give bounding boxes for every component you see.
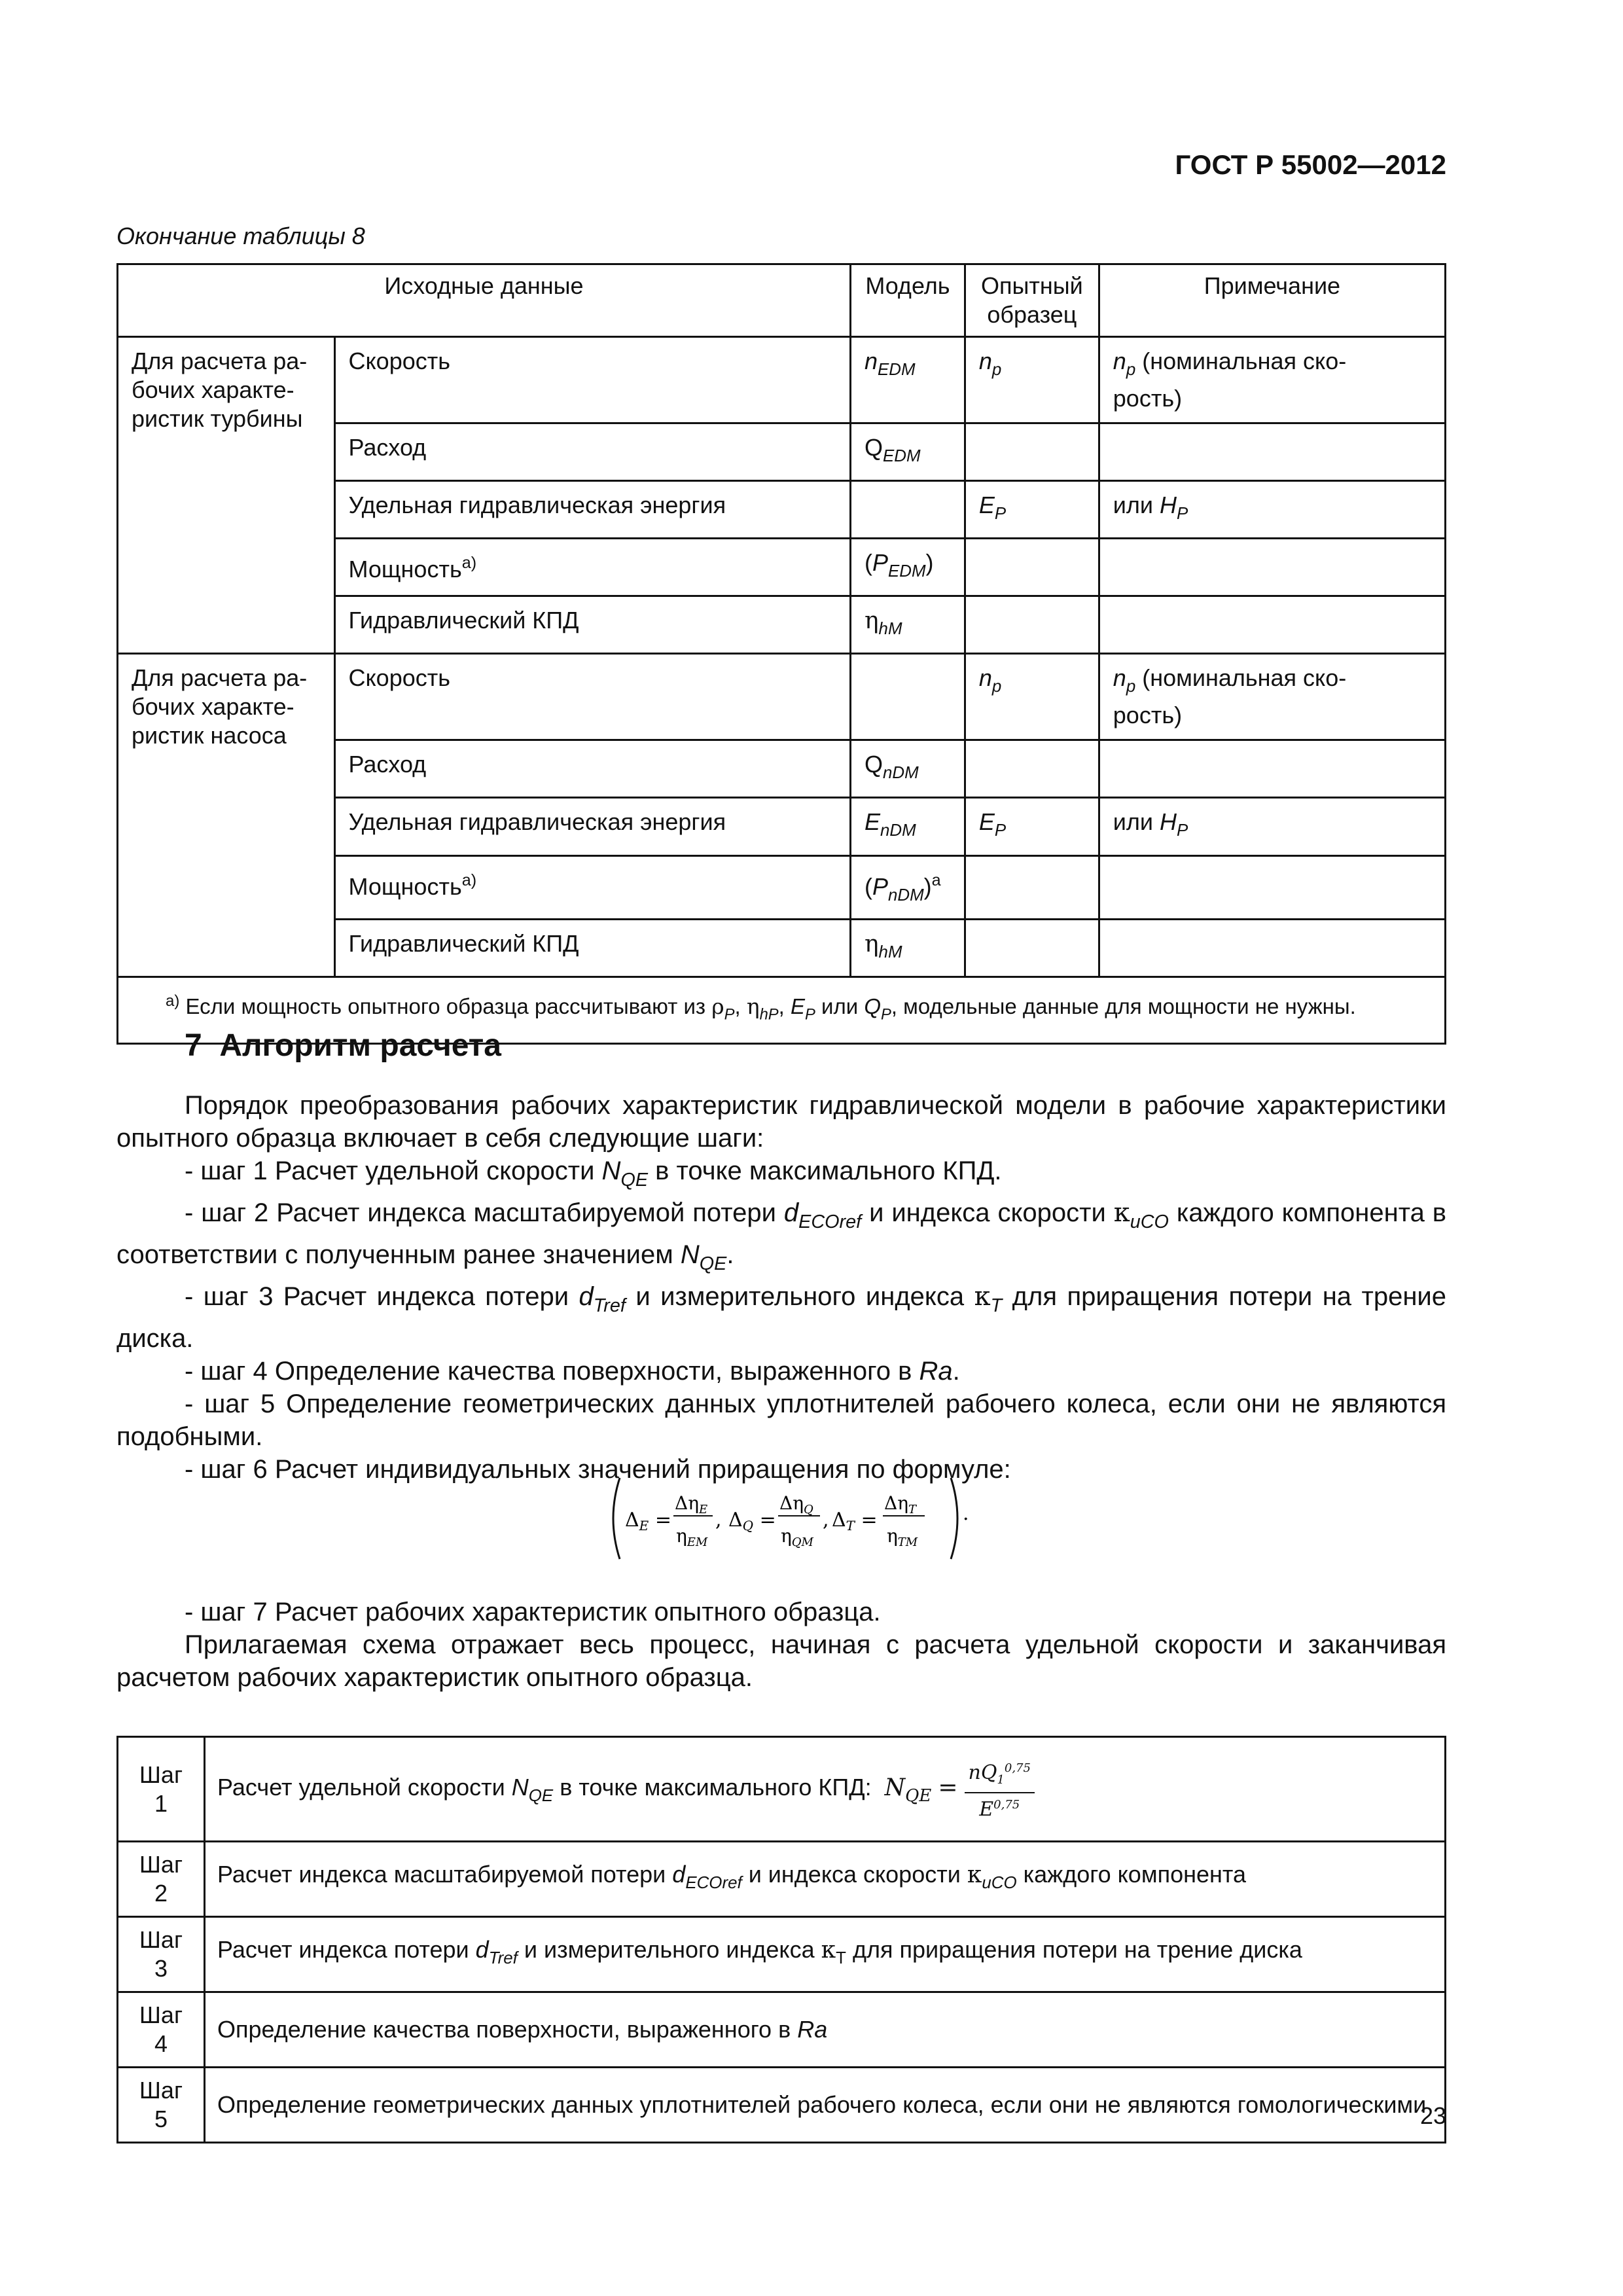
param-cell: Гидравлический КПД [334, 920, 850, 977]
table-8 [116, 263, 1446, 1045]
proto-cell: $n_p$ [965, 337, 1099, 423]
table-caption: Окончание таблицы 8 [116, 223, 365, 249]
model-cell: $\eta_{hM}$ [850, 920, 965, 977]
proto-cell: $E_P$ [965, 798, 1099, 855]
steps-scheme-table [116, 1736, 1446, 2144]
note-cell: $n_p$ (номинальная ско- рость) [1099, 337, 1445, 423]
proto-cell [965, 423, 1099, 481]
note-cell [1099, 423, 1445, 481]
step-text: Расчет индекса масштабируемой потери $d_{ECOref}$ и индекса скорости $\kappa_{uCO}$ каждого компонента [205, 1842, 1446, 1917]
note-cell: $n_p$ (номинальная ско- рость) [1099, 654, 1445, 740]
svg-text:,: , [715, 1509, 722, 1532]
col-header-model: Модель [850, 264, 965, 337]
proto-cell: $E_P$ [965, 481, 1099, 539]
note-cell [1099, 740, 1445, 798]
model-cell: $Q_{nDM}$ [850, 740, 965, 798]
table-row [118, 337, 1446, 423]
delta-eta-q: $\Delta\eta_Q$ [779, 1492, 813, 1516]
model-cell: $(P_{nDM})^a$ [850, 855, 965, 920]
param-cell: Скорость [334, 654, 850, 740]
paragraph-step5: - шаг 5 Определение геометрических данных уплотнителей рабочего колеса, если они не являются подобными. [116, 1390, 1446, 1452]
paragraph-intro: Порядок преобразования рабочих характеристик гидравлической модели в рабочие характеристики опытного образца включает в себя следующие шаги: [116, 1091, 1446, 1153]
table-footnote: $^{а)}$ Если мощность опытного образца рассчитывают из $\rho_P$, $\eta_{hP}$, $E_P$ или $Q_P$, модельные данные для мощности не нужны. [118, 977, 1446, 1043]
section-body-continued [116, 1596, 1446, 1694]
note-cell [1099, 596, 1445, 654]
left-paren [613, 1478, 620, 1559]
paragraph-step4: - шаг 4 Определение качества поверхности, выраженного в Ra. [185, 1357, 960, 1386]
paragraph-step2: - шаг 2 Расчет индекса масштабируемой потери $d_{ECOref}$ и индекса скорости $\kappa_{uCO}$ каждого компонента в соответствии с полученным ранее значением $N_{QE}$. [116, 1198, 1446, 1275]
step-label: Шаг 2 [118, 1842, 205, 1917]
formula-svg [605, 1473, 972, 1564]
paragraph-step1: - шаг 1 Расчет удельной скорости $N_{QE}$ в точке максимального КПД. [185, 1157, 1002, 1191]
param-cell: Гидравлический КПД [334, 596, 850, 654]
paragraph-step3: - шаг 3 Расчет индекса потери $d_{Tref}$ и измерительного индекса $\kappa_T$ для приращения потери на трение диска. [116, 1282, 1447, 1354]
step-label: Шаг 1 [118, 1737, 205, 1842]
paragraph-step6: - шаг 6 Расчет индивидуальных значений приращения по формуле: [185, 1455, 1011, 1484]
step-row [118, 1992, 1446, 2068]
delta-q: $\Delta_Q$ = [728, 1509, 776, 1534]
paragraph-step7: - шаг 7 Расчет рабочих характеристик опытного образца. [185, 1598, 881, 1626]
svg-text:,: , [823, 1509, 829, 1532]
nqe-fraction: $\frac{nQ_1^{0,75}}{E^{0,75}}$ [965, 1757, 1035, 1821]
step-label: Шаг 5 [118, 2068, 205, 2143]
param-cell: Удельная гидравлическая энергия [334, 481, 850, 539]
col-header-prototype: Опытный образец [965, 264, 1099, 337]
eta-em: $\eta_{EM}$ [676, 1525, 708, 1549]
delta-eta-t: $\Delta\eta_T$ [884, 1492, 917, 1516]
param-cell: Расход [334, 740, 850, 798]
note-cell [1099, 539, 1445, 596]
note-cell [1099, 855, 1445, 920]
increment-formula [605, 1473, 972, 1564]
section-body [116, 1089, 1446, 1486]
page-number: 23 [1419, 2102, 1446, 2129]
table-row [118, 654, 1446, 740]
step-label: Шаг 3 [118, 1917, 205, 1992]
param-cell: Мощность$^{а)}$ [334, 539, 850, 596]
step-text: Расчет индекса потери $d_{Tref}$ и измерительного индекса $\kappa_T$ для приращения потери на трение диска [205, 1917, 1446, 1992]
section-heading: 7 Алгоритм расчета [185, 1028, 501, 1063]
step-row [118, 2068, 1446, 2143]
proto-cell: $n_p$ [965, 654, 1099, 740]
proto-cell [965, 855, 1099, 920]
model-cell [850, 654, 965, 740]
group-pump: Для расчета ра- бочих характе- ристик насоса [118, 654, 335, 977]
right-paren [951, 1478, 957, 1559]
proto-cell [965, 740, 1099, 798]
eta-tm: $\eta_{TM}$ [887, 1525, 918, 1549]
delta-t: $\Delta_T$ = [832, 1509, 878, 1534]
col-header-note: Примечание [1099, 264, 1445, 337]
step-row [118, 1737, 1446, 1842]
param-cell: Мощность$^{а)}$ [334, 855, 850, 920]
proto-cell [965, 539, 1099, 596]
param-cell: Скорость [334, 337, 850, 423]
paragraph-scheme: Прилагаемая схема отражает весь процесс, начиная с расчета удельной скорости и заканчивая расчетом рабочих характеристик опытного образца. [116, 1630, 1446, 1692]
standard-header: ГОСТ Р 55002—2012 [1175, 149, 1446, 180]
model-cell: $(P_{EDM})$ [850, 539, 965, 596]
step-text: Определение качества поверхности, выраженного в Ra [205, 1992, 1446, 2068]
eta-qm: $\eta_{QM}$ [781, 1525, 813, 1549]
step-row [118, 1842, 1446, 1917]
model-cell: $E_{nDM}$ [850, 798, 965, 855]
model-cell: $Q_{EDM}$ [850, 423, 965, 481]
step-text: Определение геометрических данных уплотнителей рабочего колеса, если они не являются гомологическими [205, 2068, 1446, 2143]
param-cell: Удельная гидравлическая энергия [334, 798, 850, 855]
model-cell: $\eta_{hM}$ [850, 596, 965, 654]
delta-e: $\Delta_E$ = [625, 1509, 671, 1534]
group-turbine: Для расчета ра- бочих характе- ристик турбины [118, 337, 335, 654]
proto-cell [965, 596, 1099, 654]
step-row [118, 1917, 1446, 1992]
proto-cell [965, 920, 1099, 977]
table-header-row [118, 264, 1446, 337]
note-cell [1099, 920, 1445, 977]
step-label: Шаг 4 [118, 1992, 205, 2068]
model-cell [850, 481, 965, 539]
param-cell: Расход [334, 423, 850, 481]
note-cell: или $H_P$ [1099, 481, 1445, 539]
delta-eta-e: $\Delta\eta_E$ [675, 1492, 708, 1516]
step-text: Расчет удельной скорости $N_{QE}$ в точке максимального КПД: $N_{QE}$ = $\frac{nQ_1^{0,75}}{E^{0,75}}$ [205, 1737, 1446, 1842]
col-header-source: Исходные данные [118, 264, 851, 337]
svg-text:.: . [963, 1502, 969, 1525]
note-cell: или $H_P$ [1099, 798, 1445, 855]
model-cell: $n_{EDM}$ [850, 337, 965, 423]
